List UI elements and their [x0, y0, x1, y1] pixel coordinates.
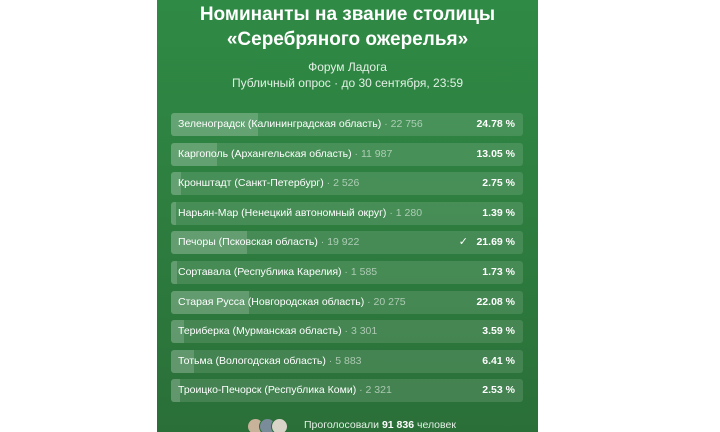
- poll-option-percent: 2.75 %: [482, 177, 515, 190]
- poll-option-percent: 6.41 %: [482, 354, 515, 367]
- poll-option[interactable]: [171, 320, 523, 343]
- poll-options: [171, 113, 523, 409]
- poll-option-count: · 3 301: [341, 325, 378, 338]
- poll-option-label: Тотьма (Вологодская область) · 5 883: [178, 354, 362, 367]
- poll-option-percent: 24.78 %: [476, 118, 515, 130]
- poll-title-line-1: Номинанты на звание столицы: [199, 4, 496, 25]
- poll-option-label: Кронштадт (Санкт-Петербург) · 2 526: [178, 177, 360, 190]
- poll-option-count: · 22 756: [381, 118, 423, 130]
- poll-option[interactable]: [171, 379, 523, 402]
- poll-option-label: Сортавала (Республика Карелия) · 1 585: [178, 265, 378, 278]
- poll-option-bar: [171, 202, 176, 225]
- poll-option-label: Териберка (Мурманская область) · 3 301: [178, 325, 378, 338]
- poll-option-label: Зеленоградск (Калининградская область) · 22 756: [178, 118, 423, 130]
- poll-option[interactable]: [171, 291, 523, 314]
- poll-option-label: Старая Русса (Новгородская область) · 20 275: [178, 295, 406, 308]
- poll-title-line-2: «Серебряного ожерелья»: [226, 29, 469, 50]
- poll-option-label: Нарьян-Мар (Ненецкий автономный округ) · 1 280: [178, 206, 423, 219]
- poll-option[interactable]: [171, 231, 523, 254]
- poll-option-percent: 13.05 %: [476, 147, 515, 160]
- poll-option-count: · 20 275: [364, 295, 406, 308]
- poll-meta: Публичный опрос · до 30 сентября, 23:59: [231, 76, 464, 90]
- poll-option-count: · 5 883: [325, 354, 362, 367]
- poll-option-label: Троицко-Печорск (Республика Коми) · 2 321: [178, 384, 392, 397]
- poll-option[interactable]: [171, 202, 523, 225]
- poll-option-percent: 2.53 %: [482, 384, 515, 397]
- voters-count[interactable]: Проголосовали 91 836 человек: [304, 419, 456, 431]
- poll-option-count: · 11 987: [351, 147, 393, 160]
- poll-option-percent: 21.69 %: [476, 236, 515, 249]
- poll-title: [157, 2, 538, 52]
- poll-footer: [157, 416, 538, 432]
- avatar[interactable]: [271, 418, 288, 432]
- poll-option[interactable]: [171, 172, 523, 195]
- poll-option-count: · 1 280: [386, 206, 423, 219]
- poll-option-percent: 22.08 %: [476, 295, 515, 308]
- voter-avatars[interactable]: [247, 418, 297, 432]
- poll-option[interactable]: [171, 113, 523, 136]
- poll-option-percent: 1.39 %: [482, 206, 515, 219]
- poll-option-bar: [171, 261, 177, 284]
- poll-author[interactable]: Форум Ладога: [308, 60, 387, 74]
- poll-option-label: Каргополь (Архангельская область) · 11 987: [178, 147, 393, 160]
- poll-option-percent: 3.59 %: [482, 325, 515, 338]
- poll-option-count: · 1 585: [341, 265, 378, 278]
- poll-option-count: · 19 922: [317, 236, 360, 249]
- poll-option-percent: 1.73 %: [482, 265, 515, 278]
- poll-option-label: Печоры (Псковская область) · 19 922: [178, 236, 360, 249]
- poll-option[interactable]: [171, 143, 523, 166]
- poll-option[interactable]: [171, 350, 523, 373]
- poll-card: [157, 0, 538, 432]
- poll-option[interactable]: [171, 261, 523, 284]
- check-icon: ✓: [458, 236, 468, 249]
- poll-option-count: · 2 526: [323, 177, 360, 190]
- poll-option-count: · 2 321: [356, 384, 392, 397]
